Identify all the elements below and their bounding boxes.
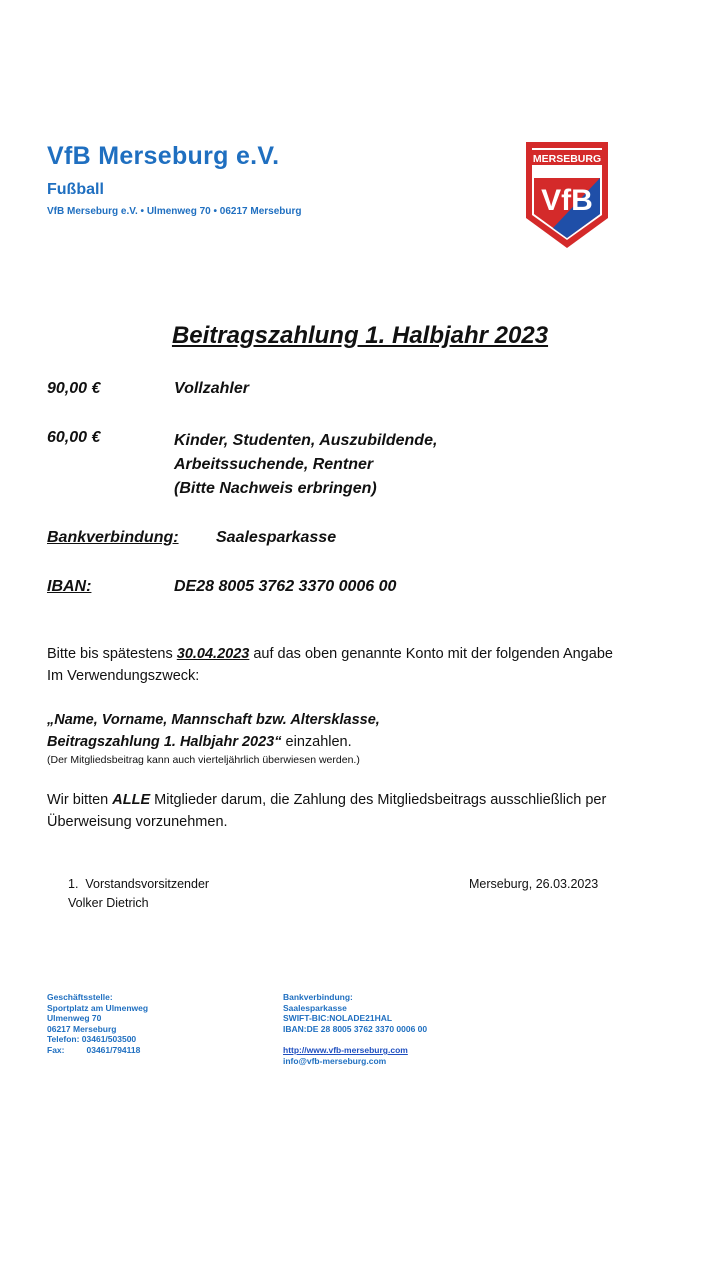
footer-line: Sportplatz am Ulmenweg [47,1002,149,1013]
payment-instructions [47,643,687,687]
signature-number: 1. [68,877,79,891]
signature-name: Volker Dietrich [68,896,149,910]
bank-value: Saalesparkasse [216,529,337,546]
email-address[interactable]: info@vfb-merseburg.com [283,1055,387,1066]
instructions-text: auf das oben genannte Konto mit der folgenden Angabe [249,646,613,662]
fee-desc-line: Kinder, Studenten, Auszubildende, [174,432,438,449]
fee-desc-line: (Bitte Nachweis erbringen) [174,480,377,497]
footer-line: Saalesparkasse [283,1002,347,1013]
signature-role [68,877,209,891]
club-name: VfB Merseburg e.V. [47,142,280,170]
purpose-line2: Beitragszahlung 1. Halbjahr 2023“ [47,734,282,750]
club-address: VfB Merseburg e.V. • Ulmenweg 70 • 06217 Merseburg [47,206,302,217]
footer-line: Bankverbindung: [283,992,353,1002]
club-logo [523,140,611,250]
fee-amount-reduced: 60,00 € [47,429,101,446]
footer-bank [283,992,427,1066]
iban-label: IBAN: [47,578,92,595]
fax-value: 03461/794118 [86,1044,141,1055]
iban-value: DE28 8005 3762 3370 0006 00 [174,578,397,595]
footer-line: Telefon: 03461/503500 [47,1034,137,1044]
fee-desc-full: Vollzahler [174,380,249,397]
logo-letters: VfB [541,184,593,217]
department-name: Fußball [47,181,104,198]
fee-desc-line: Arbeitssuchende, Rentner [174,456,374,473]
instructions-text: Bitte bis spätestens [47,646,177,662]
purpose-line1: „Name, Vorname, Mannschaft bzw. Altersklasse, [47,712,380,728]
page-title: Beitragszahlung 1. Halbjahr 2023 [171,322,549,349]
fax-label: Fax: [47,1044,65,1055]
member-request [47,789,697,833]
footer-line: Ulmenweg 70 [47,1013,102,1023]
due-date: 30.04.2023 [176,646,250,662]
payment-purpose [47,709,687,753]
fee-amount-full: 90,00 € [47,380,101,397]
footer-line: Geschäftsstelle: [47,992,113,1002]
purpose-suffix: einzahlen. [281,734,352,750]
request-text: Wir bitten [47,792,113,808]
instructions-line2: Im Verwendungszweck: [47,668,200,684]
bank-label: Bankverbindung: [47,529,179,546]
footer-line: SWIFT-BIC:NOLADE21HAL [283,1013,393,1023]
website-link[interactable]: http://www.vfb-merseburg.com [283,1045,408,1055]
footer-line: 06217 Merseburg [47,1023,117,1034]
place-date: Merseburg, 26.03.2023 [469,877,599,891]
footer-office [47,992,148,1055]
payment-note: (Der Mitgliedsbeitrag kann auch vierteljährlich überwiesen werden.) [47,754,360,766]
fee-desc-reduced [174,429,437,501]
request-text: Mitglieder darum, die Zahlung des Mitgliedsbeitrags ausschließlich per [150,792,607,808]
footer-line: IBAN:DE 28 8005 3762 3370 0006 00 [283,1023,428,1034]
logo-top-text: MERSEBURG [532,153,602,165]
request-line2: Überweisung vorzunehmen. [47,814,228,830]
signature-role-text: Vorstandsvorsitzender [85,877,210,891]
request-emphasis: ALLE [112,792,151,808]
